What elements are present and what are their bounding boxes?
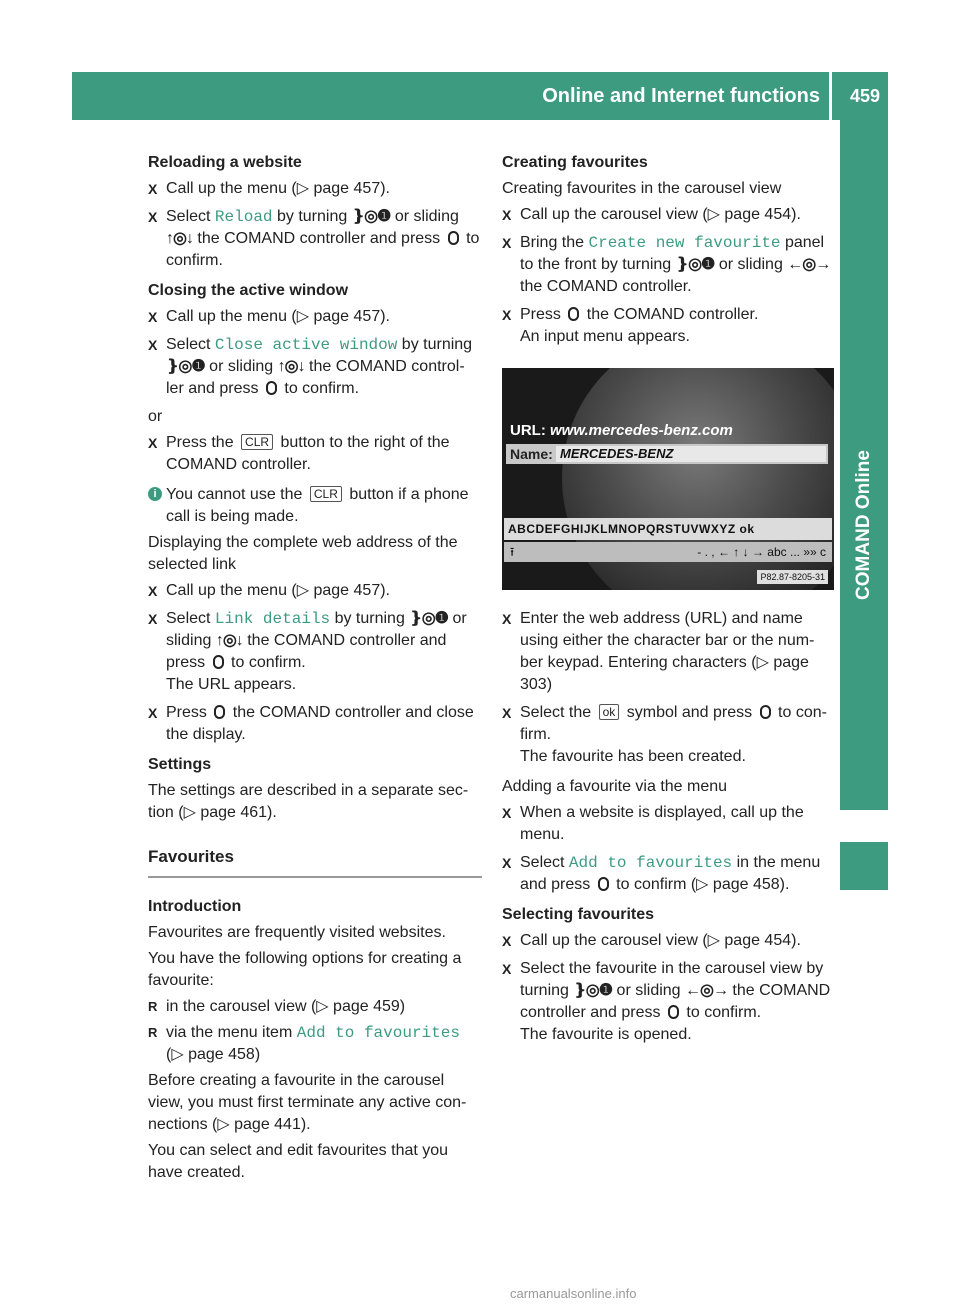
text: Select	[520, 854, 569, 871]
clr-button-icon: CLR	[241, 434, 273, 450]
slide-controller-icon: ←◎→	[685, 982, 728, 999]
result-text: The URL appears.	[166, 676, 297, 693]
url-value: www.mercedes-benz.com	[550, 422, 733, 439]
press-controller-icon	[568, 307, 579, 321]
key-bar-keys: - . , ← ↑ ↓ → abc ... »» c	[697, 545, 826, 559]
turn-controller-icon: ❵◎❶	[573, 982, 613, 999]
selecting-step-1: X Call up the carousel view (▷ page 454).	[502, 930, 836, 952]
text: the COMAND control-ler and press	[166, 358, 465, 397]
side-tab-label: COMAND Online	[853, 450, 874, 600]
closing-heading: Closing the active window	[148, 282, 349, 299]
press-controller-icon	[668, 1005, 679, 1019]
text: or sliding	[390, 208, 459, 225]
right-column	[502, 152, 836, 1052]
text: the COMAND controller.	[520, 278, 692, 295]
text: to confirm.	[166, 230, 480, 269]
after-step-2	[502, 702, 836, 768]
text: to con-firm.	[520, 704, 827, 743]
text: button to the right of the COMAND controller.	[166, 434, 450, 473]
text: Press	[520, 306, 566, 323]
text: by turning	[272, 208, 352, 225]
introduction-heading: Introduction	[148, 898, 242, 915]
settings-heading: Settings	[148, 756, 212, 773]
menu-item-reload: Reload	[214, 208, 273, 226]
turn-controller-icon: ❵◎❶	[409, 610, 449, 627]
display-step-3	[148, 702, 482, 746]
menu-step-2	[502, 852, 836, 896]
menu-item-add-to-favourites: Add to favourites	[296, 1024, 460, 1042]
text: or sliding	[166, 610, 467, 649]
url-row	[510, 420, 733, 442]
text: Select the	[520, 704, 596, 721]
slide-controller-icon: ←◎→	[787, 256, 831, 273]
text: Select	[166, 208, 215, 225]
chapter-title: Online and Internet functions	[542, 85, 820, 107]
character-bar: ABCDEFGHIJKLMNOPQRSTUVWXYZ ok	[504, 518, 832, 540]
press-controller-icon	[266, 381, 277, 395]
creating-step-2	[502, 232, 836, 298]
turn-controller-icon: ❵◎❶	[351, 208, 391, 225]
figure-reference: P82.87-8205-31	[757, 570, 828, 584]
text: by turning	[330, 610, 410, 627]
text: Bring the	[520, 234, 589, 251]
press-controller-icon	[448, 231, 459, 245]
after-step-1: X Enter the web address (URL) and name using either the character bar or the num-ber keypad. Entering characters (▷ page 303)	[502, 608, 836, 696]
name-value: MERCEDES-BENZ	[556, 446, 826, 462]
selecting-heading: Selecting favourites	[502, 906, 655, 923]
favourites-option-1: R in the carousel view (▷ page 459)	[148, 996, 482, 1018]
favourites-p2: You have the following options for creating a favourite:	[148, 950, 462, 989]
slide-controller-icon: ↑◎↓	[166, 230, 193, 247]
favourites-p4: You can select and edit favourites that you have created.	[148, 1142, 449, 1181]
name-label: Name:	[510, 446, 553, 462]
text: button if a phone call is being made.	[166, 486, 469, 525]
press-controller-icon	[214, 705, 225, 719]
menu-item-link-details: Link details	[214, 610, 331, 628]
display-intro: Displaying the complete web address of the selected link	[148, 534, 458, 573]
text: the COMAND controller and press	[166, 632, 447, 671]
footer-watermark: carmanualsonline.info	[510, 1286, 637, 1301]
text: to confirm (▷ page 458).	[611, 876, 790, 893]
menu-item-add-to-favourites: Add to favourites	[568, 854, 733, 872]
text: in the menu and press	[520, 854, 821, 893]
closing-step-1: X Call up the menu (▷ page 457).	[148, 306, 482, 328]
favourites-p1: Favourites are frequently visited websites.	[148, 924, 446, 941]
text: by turning	[397, 336, 473, 353]
text: to confirm.	[226, 654, 306, 671]
back-icon: ⭱	[510, 545, 515, 559]
key-bar	[504, 542, 832, 562]
press-controller-icon	[760, 705, 771, 719]
or-text: or	[148, 408, 163, 425]
text: or sliding	[612, 982, 686, 999]
page-header	[72, 72, 888, 120]
name-row	[506, 444, 828, 464]
settings-text: The settings are described in a separate sec-tion (▷ page 461).	[148, 782, 469, 821]
press-controller-icon	[213, 655, 224, 669]
page-number: 459	[849, 86, 880, 106]
panel-create-new-favourite: Create new favourite	[588, 234, 781, 252]
text: Select	[166, 336, 215, 353]
favourites-title: Favourites	[148, 846, 482, 878]
ok-symbol-icon: ok	[599, 704, 620, 720]
result-text: The favourite is opened.	[520, 1026, 692, 1043]
text: to confirm.	[279, 380, 360, 397]
menu-step-1: X When a website is displayed, call up the menu.	[502, 802, 836, 846]
press-controller-icon	[598, 877, 609, 891]
slide-controller-icon: ↑◎↓	[277, 358, 305, 375]
result-text: The favourite has been created.	[520, 748, 746, 765]
text: symbol and press	[622, 704, 757, 721]
text: panel to the front by turning	[520, 234, 825, 273]
display-step-2	[148, 608, 482, 696]
url-label: URL:	[510, 422, 546, 439]
text: the COMAND controller and close the display.	[166, 704, 474, 743]
creating-heading: Creating favourites	[502, 154, 648, 171]
favourites-option-2	[148, 1022, 482, 1066]
text: Select the favourite in the carousel view by turning	[520, 960, 824, 999]
result-text: An input menu appears.	[520, 328, 690, 345]
reloading-step-2	[148, 206, 482, 272]
text: Select	[166, 610, 215, 627]
text: Press	[166, 704, 212, 721]
input-menu-screenshot	[502, 368, 834, 590]
left-column	[148, 152, 482, 1188]
text: (▷ page 458)	[166, 1046, 261, 1063]
selecting-step-2	[502, 958, 836, 1046]
menu-item-close-window: Close active window	[214, 336, 398, 354]
header-divider	[829, 72, 832, 120]
text: Press the	[166, 434, 239, 451]
text: or sliding	[714, 256, 788, 273]
menu-intro: Adding a favourite via the menu	[502, 778, 728, 795]
info-icon: i	[148, 487, 162, 501]
text: the COMAND controller.	[582, 306, 759, 323]
text: or sliding	[204, 358, 278, 375]
text: the COMAND controller and press	[520, 982, 831, 1021]
creating-intro: Creating favourites in the carousel view	[502, 180, 782, 197]
side-tab-marker	[840, 842, 888, 890]
text: You cannot use the	[166, 486, 307, 503]
turn-controller-icon: ❵◎❶	[675, 256, 715, 273]
slide-controller-icon: ↑◎↓	[215, 632, 243, 649]
clr-button-icon: CLR	[310, 486, 342, 502]
text: via the menu item	[166, 1024, 297, 1041]
display-step-1: X Call up the menu (▷ page 457).	[148, 580, 482, 602]
info-note	[148, 484, 482, 528]
creating-step-1: X Call up the carousel view (▷ page 454).	[502, 204, 836, 226]
turn-controller-icon: ❵◎❶	[166, 358, 205, 375]
closing-step-3	[148, 432, 482, 476]
text: to confirm.	[681, 1004, 762, 1021]
closing-step-2	[148, 334, 482, 400]
reloading-heading: Reloading a website	[148, 154, 302, 171]
text: the COMAND controller and press	[192, 230, 445, 247]
creating-step-3	[502, 304, 836, 348]
reloading-step-1: X Call up the menu (▷ page 457).	[148, 178, 482, 200]
favourites-p3: Before creating a favourite in the carousel view, you must first terminate any active con-nections (▷ page 441).	[148, 1072, 467, 1133]
